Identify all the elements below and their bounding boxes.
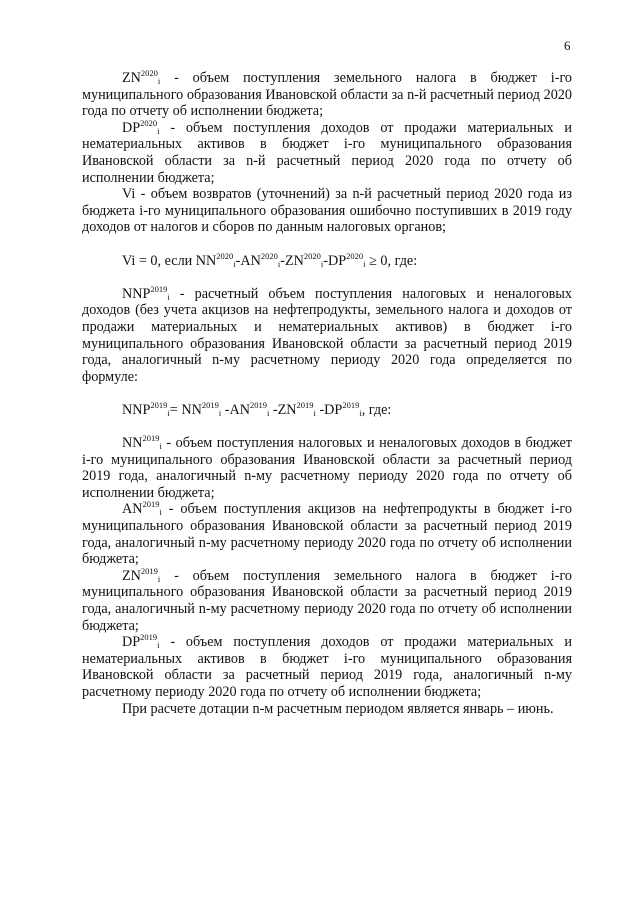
definition-nn-2019: $NN^{2019}_i$ - объем поступления налоговых и неналоговых доходов в бюджет i-го муниципального образования Ивановской области за расчетный период 2019 года, аналогичный n-му расчетному периоду 2020 года по отчету об исполнении бюджета; <box>82 433 572 501</box>
formula-nnp: $NNP^{2019}_i= NN^{2019}_i$ $-AN^{2019}_i$ $-ZN^{2019}_i$ $-DP^{2019}_i$, где: <box>122 399 392 418</box>
definition-zn-2019: $ZN^{2019}_i$ - объем поступления земельного налога в бюджет i-го муниципального образования Ивановской области за расчетный период 2019 года, аналогичный n-му расчетному периоду 2020 года по отчету об исполнении бюджета; <box>82 565 572 634</box>
definition-nnp: $NNP^{2019}_i$ - расчетный объем поступления налоговых и неналоговых доходов (без учета акцизов на нефтепродукты, земельного налога и доходов от продажи материальных и нематериальных активов) в бюджет i-го муниципального образования Ивановской области за расчетный период 2019 года, аналогичный n-му расчетному периоду 2020 года определяется по формуле: <box>82 283 572 385</box>
definition-vi: Vi - объем возвратов (уточнений) за n-й расчетный период 2020 года из бюджета i-го муниципального образования ошибочно поступивших в 2019 году доходов от налогов и сборов по данным налоговых органов; <box>82 186 572 236</box>
document-body <box>82 70 572 717</box>
page-number: 6 <box>564 38 571 53</box>
closing-paragraph: При расчете дотации n-м расчетным периодом является январь – июнь. <box>122 700 554 717</box>
definition-dp-2019: $DP^{2019}_i$ - объем поступления доходов от продажи материальных и нематериальных активов в бюджет i-го муниципального образования Ивановской области за расчетный период 2019 года, аналогичный n-му расчетному периоду 2020 года по отчету об исполнении бюджета; <box>82 632 572 700</box>
definition-zn-2020: $ZN^{2020}_i$ - объем поступления земельного налога в бюджет i-го муниципального образования Ивановской области за n-й расчетный период 2020 года по отчету об исполнении бюджета; <box>82 68 572 120</box>
formula-vi-condition: Vi = 0, если $NN^{2020}_i-AN^{2020}_i-ZN^{2020}_i-DP^{2020}_i \ge 0$, где: <box>122 250 418 269</box>
definition-dp-2020: $DP^{2020}_i$ - объем поступления доходов от продажи материальных и нематериальных активов в бюджет i-го муниципального образования Ивановской области за n-й расчетный период 2020 года по отчету об исполнении бюджета; <box>82 117 572 186</box>
definition-an-2019: $AN^{2019}_i$ - объем поступления акцизов на нефтепродукты в бюджет i-го муниципального образования Ивановской области за расчетный период 2019 года, аналогичный n-му расчетному периоду 2020 года по отчету об исполнении бюджета; <box>82 499 572 568</box>
